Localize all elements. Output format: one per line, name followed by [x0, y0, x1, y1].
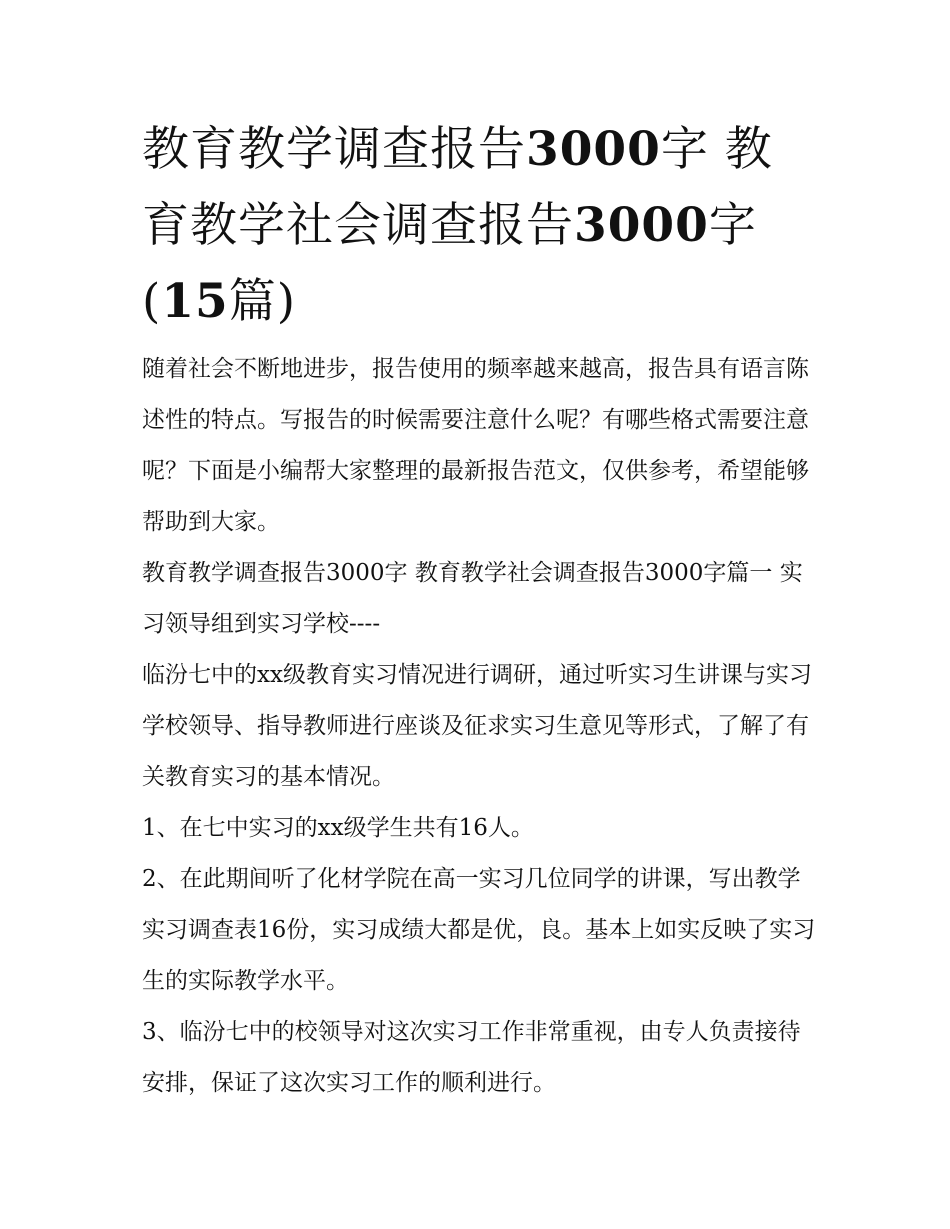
list-item-1: 1、在七中实习的xx级学生共有16人。 [142, 815, 534, 841]
document-title: 教育教学调查报告3000字 教育教学社会调查报告3000字(15篇) [142, 122, 773, 329]
intro-paragraph: 随着社会不断地进步，报告使用的频率越来越高，报告具有语言陈述性的特点。写报告的时候需要注意什么呢？有哪些格式需要注意呢？下面是小编帮大家整理的最新报告范文，仅供参考，希望能够帮助到大家。 [142, 356, 809, 535]
body-paragraph: 临汾七中的xx级教育实习情况进行调研，通过听实习生讲课与实习学校领导、指导教师进行座谈及征求实习生意见等形式，了解了有关教育实习的基本情况。 [142, 662, 812, 790]
document-page [142, 112, 818, 1109]
list-item-2: 2、在此期间听了化材学院在高一实习几位同学的讲课，写出教学实习调查表16份，实习成绩大都是优，良。基本上如实反映了实习生的实际教学水平。 [142, 866, 816, 994]
list-item-3: 3、临汾七中的校领导对这次实习工作非常重视，由专人负责接待安排，保证了这次实习工作的顺利进行。 [142, 1019, 801, 1096]
section-heading-paragraph: 教育教学调查报告3000字 教育教学社会调查报告3000字篇一 实习领导组到实习学校---- [142, 560, 803, 637]
